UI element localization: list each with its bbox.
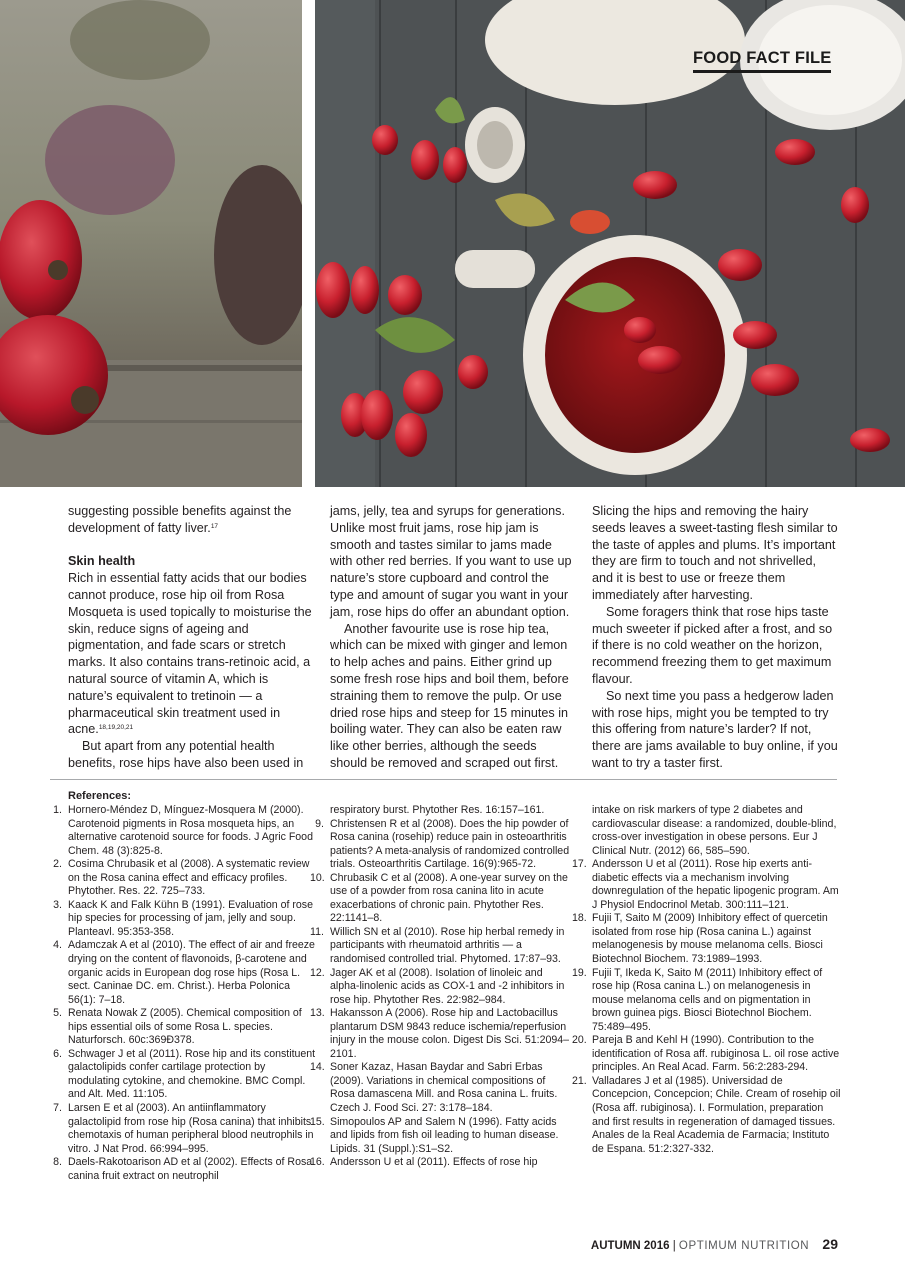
reference-item: 12. Jager AK et al (2008). Isolation of linoleic and alpha-linolenic acids as COX-1 and -2 inhibitors in rose hip. Phytother Res. 22:982–984. [310, 966, 565, 1006]
reference-item: 16. Andersson U et al (2011). Effects of rose hip [310, 1156, 538, 1169]
rose-hip-tea-image [315, 0, 905, 487]
reference-item: 4. Adamczak A et al (2010). The effect of air and freeze drying on the content of flavonoids, β-carotene and organic acids in European dog rose hips (Rosa L. sect. Caninae DC. em. Christ.). Herba Polonica 56(1): 7–18. [53, 939, 315, 1006]
subheading-skin-health: Skin health [68, 554, 136, 569]
reference-item: 18. Fujii T, Saito M (2009) Inhibitory effect of quercetin isolated from rose hip (Rosa canina L.) against melanogenesis by mouse melanoma cells. Biosci Biotechnol Biochem. 73:1989–1993. [572, 912, 828, 966]
footer-separator: | [672, 1240, 676, 1252]
body-column-3 [592, 503, 840, 772]
paragraph: Rich in essential fatty acids that our bodies cannot produce, rose hip oil from Rosa Mosqueta is used topically to moisturise the skin, reduce signs of ageing and pigmentation, and fade scars or stretch marks. It also contains trans-retinoic acid, a natural source of vitamin A, which is nature’s equivalent to tretinoin — a pharmaceutical skin treatment used in acne.$^{18,19,20,21}$ [68, 571, 312, 737]
paragraph: But apart from any potential health benefits, rose hips have also been used in [68, 739, 304, 770]
paragraph: jams, jelly, tea and syrups for generations. Unlike most fruit jams, rose hip jam is smooth and tastes similar to jams made with other red berries. If you want to use up nature’s store cupboard and control the type and amount of sugar you want in your jam, rose hips do offer an abundant option. [330, 504, 572, 619]
reference-item: 3. Kaack K and Falk Kühn B (1991). Evaluation of rose hip species for processing of jam, jelly and soup. Planteavl. 95:353-358. [53, 898, 313, 938]
reference-item: 5. Renata Nowak Z (2005). Chemical composition of hips essential oils of some Rosa L. species. Naturforsch. 60c:369Ð378. [53, 1007, 302, 1047]
paragraph: Another favourite use is rose hip tea, which can be mixed with ginger and lemon to help aches and pains. Either grind up some fresh rose hips and boil them, before straining them to remove the pulp. Or use dried rose hips and steep for 15 minutes in boiling water. They can also be eaten raw like other berries, although the seeds should be removed and scraped out first. [330, 621, 569, 770]
issue-season: AUTUMN 2016 [590, 1240, 670, 1252]
body-column-1 [68, 503, 313, 772]
paragraph: suggesting possible benefits against the development of fatty liver.$^{17}$ [68, 504, 292, 535]
reference-item: 8. Daels-Rakotoarison AD et al (2002). Effects of Rosa canina fruit extract on neutrophil [53, 1156, 313, 1182]
reference-item: intake on risk markers of type 2 diabetes and cardiovascular disease: a randomized, double-blind, cross-over investigation in obese persons. Eur J Clinical Nutr. (2012) 66, 585–590. [592, 804, 837, 857]
reference-item: 20. Pareja B and Kehl H (1990). Contribution to the identification of Rosa aff. rubiginosa L. oil rose active principles. An Real Acad. Farm. 56:2:283-294. [572, 1034, 840, 1074]
reference-item: 1. Hornero-Méndez D, Mínguez-Mosquera M (2000). Carotenoid pigments in Rosa mosqueta hips, an alternative carotenoid source for foods. J Agric Food Chem. 48 (3):825-8. [53, 804, 313, 857]
reference-item: 10. Chrubasik C et al (2008). A one-year survey on the use of a powder from rosa canina lito in acute exacerbations of chronic pain. Phytother Res. 22:1141–8. [310, 871, 568, 925]
photo-rose-hips-left [0, 0, 302, 487]
paragraph: Slicing the hips and removing the hairy seeds leaves a sweet-tasting flesh similar to the taste of apples and plums. It’s important they are firm to touch and not shrivelled, and it is best to use or freeze them immediately after harvesting. [592, 504, 838, 602]
paragraph: Some foragers think that rose hips taste much sweeter if picked after a frost, and so if there is no cold weather on the horizon, recommend freezing them to get maximum flavour. [592, 604, 833, 686]
page-footer [591, 1237, 838, 1253]
reference-item: 21. Valladares J et al (1985). Universidad de Concepcion, Concepcion; Chile. Cream of rosehip oil (Rosa aff. rubiginosa). I. Formulation, preparation and first results in regeneration of damaged tissues. Anales de la Real Academia de Farmacia; Instituto de Espana. 51:2:327-332. [572, 1074, 841, 1155]
page-number: 29 [822, 1236, 838, 1252]
body-column-2 [330, 503, 575, 772]
reference-item: 2. Cosima Chrubasik et al (2008). A systematic review on the Rosa canina effect and efficacy profiles. Phytother. Res. 22. 725–733. [53, 858, 310, 898]
reference-item: 14. Soner Kazaz, Hasan Baydar and Sabri Erbas (2009). Variations in chemical compositions of Rosa damascena Mill. and Rosa canina L. fruits. Czech J. Food Sci. 27: 3:178–184. [310, 1061, 558, 1115]
reference-item: 19. Fujii T, Ikeda K, Saito M (2011) Inhibitory effect of rose hip (Rosa canina L.) on melanogenesis in mouse melanoma cells and on pigmentation in brown guinea pigs. Biosci Biotechnol Biochem. 75:489–495. [572, 966, 823, 1033]
reference-item: 17. Andersson U et al (2011). Rose hip exerts anti-diabetic effects via a mechanism involving downregulation of the hepatic lipogenic program. Am J Physiol Endocrinol Metab. 300:111–121. [572, 858, 839, 911]
reference-item: 9. Christensen R et al (2008). Does the hip powder of Rosa canina (rosehip) reduce pain in osteoarthritis patients? A meta-analysis of randomized controlled trials. Osteoarthritis Cartilage. 16(9):965-72. [315, 817, 570, 871]
rose-hips-image [0, 0, 302, 487]
publication-name: OPTIMUM NUTRITION [678, 1240, 810, 1252]
photo-rose-hip-tea [315, 0, 905, 487]
references-heading: References: [68, 790, 131, 802]
reference-item: 6. Schwager J et al (2011). Rose hip and its constituent galactolipids confer cartilage protection by modulating cytokine, and chemokine. BMC Compl. and Alt. Med. 11:105. [53, 1047, 316, 1101]
references-column-1 [48, 804, 316, 1183]
reference-item: 7. Larsen E et al (2003). An antiinflammatory galactolipid from rose hip (Rosa canina) that inhibits chemotaxis of human peripheral blood neutrophils in vitro. J Nat Prod. 66:994–995. [53, 1102, 314, 1155]
reference-item: 15. Simopoulos AP and Salem N (1996). Fatty acids and lipids from fish oil leading to human disease. Lipids. 31 (Suppl.):S1–S2. [310, 1115, 559, 1155]
reference-item: 13. Hakansson A (2006). Rose hip and Lactobacillus plantarum DSM 9843 reduce ischemia/reperfusion injury in the mouse colon. Digest Dis Sci. 51:2094–2101. [310, 1007, 570, 1060]
reference-item: respiratory burst. Phytother Res. 16:157–161. [330, 804, 545, 816]
references-column-2 [310, 804, 572, 1170]
divider [50, 779, 837, 780]
section-label: FOOD FACT FILE [693, 49, 831, 73]
paragraph: So next time you pass a hedgerow laden with rose hips, might you be tempted to try this offering from nature’s larder? If not, there are jams available to buy online, if you want to try a taster first. [592, 688, 838, 770]
reference-item: 11. Willich SN et al (2010). Rose hip herbal remedy in participants with rheumatoid arthritis — a randomised controlled trial. Phytomed. 17:87–93. [310, 925, 565, 966]
references-column-3 [572, 804, 842, 1156]
